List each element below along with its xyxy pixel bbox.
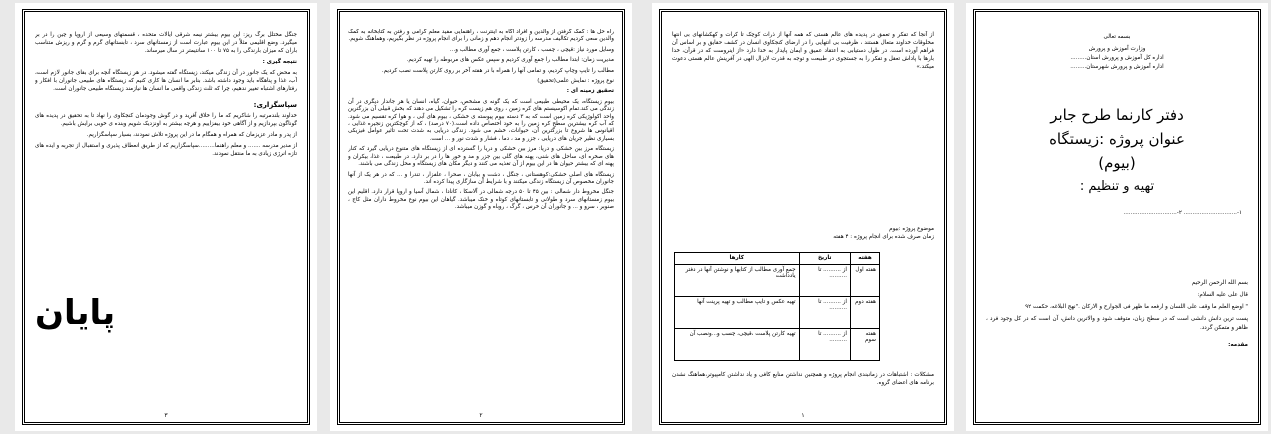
paragraph: راه حل ها : کمک گرفتن از والدین و افراد آگاه به اینترنت ، راهنمایی مفید معلم گرامی و رفتن به کتابخانه به کمک والدین سعی کردیم تکالیف مدرسه را زودتر انجام دهم و زمانی را برای انجام پروژه در نظر بگیریم، وهماهنگ شویم. (348, 29, 614, 43)
page-text (35, 31, 297, 281)
page-number: ۱ (801, 412, 805, 419)
paragraph: از آنجا که تفکر و تعمق در پدیده های عالم هستی که همه آنها از ذرات کوچک تا کرات و کهکشانهای بی انتها مخلوقات خداوند متعال هستند ، ظرفیت بی انتهایی را در ارضای کنجکاوی انسان در کشف حقایق و بر اساس آن فراهم آورده است. در طول دستیابی به اعتقاد عمیق و ایمان پایدار به خدا دارد «از اینروست که در قرآن، خدا بارها با پاداش تعقل و تفکر را به جستجوی در طبیعت و توجه به قدرت لایزال الهی در آفرینش عالم هستی دعوت میکند.» (672, 32, 934, 70)
table-header-row (675, 253, 880, 265)
table-row (675, 329, 880, 361)
document-page (652, 3, 954, 431)
table-cell: جمع آوری مطالب از کتابها و نوشتن آنها در دفتر یادداشت (675, 265, 800, 297)
page-text (348, 29, 614, 399)
table-cell: هفته اول (850, 265, 879, 297)
paragraph: مشکلات : اشتباهات در زمانبندی انجام پروژه و همچنین نداشتن منابع کافی و یاد نداشتن کامپیوتر،هماهنگ نشدن برنامه های اعضای گروه. (672, 372, 934, 386)
table-cell: هفته دوم (850, 297, 879, 329)
section-heading: مقدمه: (1228, 342, 1248, 348)
section-heading: تحقیق زمینه ای : (566, 88, 614, 95)
project-time: زمان صرف شده برای انجام پروژه : ۴ هفته (833, 234, 934, 240)
project-info (672, 225, 934, 249)
prepared-by: تهیه و تنظیم : (1079, 179, 1155, 194)
paragraph: بسم الله الرحمن الرحیم (1191, 280, 1248, 286)
schedule-table (674, 252, 880, 361)
page-number: ۲ (479, 412, 483, 419)
table-cell: از .......... تا .......... (799, 297, 850, 329)
names-line: ۱-.............................. ۲-.............................. (1123, 210, 1242, 216)
table-cell: تهیه عکس و تایپ مطالب و تهیه پرینت آنها (675, 297, 800, 329)
section-heading: سپاسگزاری: (253, 101, 297, 109)
table-cell: از .......... تا .......... (799, 265, 850, 297)
paragraph: مطالب را تایپ وچاپ کردیم، و تمامی آنها را همراه با در هفته آخر بر روی کارتن پلاست نصب کردیم. (381, 67, 614, 74)
column-header: تاریخ (799, 253, 850, 265)
paragraph: زیستگاه های اصلی خشکی:کوهستانی ، جنگل ، دشت و بیابان ، صحرا ، علفزار ، تندرا و ... که در هر یک از آنها جانوران مخصوص آن زیستگاه زندگی میکنند و با شرایط آن سازگاری پیدا کرده اند. (348, 171, 614, 185)
paragraph: از پدر و مادر عزیزمان که همراه و همگام ما در این پروژه تلاش نمودند، بسیار سپاسگزاریم. (86, 132, 297, 138)
title-line: عنوان پروژه :زیستگاه (1049, 130, 1185, 148)
bismillah: بسمه تعالی (1103, 34, 1131, 40)
table-cell: هفته سوم (850, 329, 879, 361)
ministry-line: اداره کل آموزش و پرورش استان......... (1070, 55, 1164, 61)
end-word: پایان (35, 293, 116, 333)
project-topic: موضوع پروژه :بیوم (889, 226, 934, 232)
ministry-line: وزارت آموزش و پرورش (1088, 46, 1146, 52)
table-row (675, 265, 880, 297)
table-cell: تهیه کارتن پلاست ،قیچی، چسب و...ونصب آن (675, 329, 800, 361)
title-line: دفتر کارنما طرح جابر (1050, 106, 1184, 124)
paragraph: جنگل مختلل برگ ریز: این بیوم بیشتر نیمه شرقی ایالات متحده ، قسمتهای وسیعی از اروپا و چین را در بر میگیرد. وضع اقلیمی مثلاً در این بیوم عبارت است از زمستانهای سرد ، تابستانهای گرم و گرم و ریزش متناسب باران که میزان بارندگی را به ۷۵ تا ۱۰۰ سانتیمتر در سال میرساند. (35, 32, 297, 54)
document-page (15, 3, 317, 431)
paragraph: خداوند بلندمرتبه را شاکریم که ما را خلاق آفرید و در گوش وجودمان کنجکاوی را نهاد تا به تحقیق در پدیده های گوناگون بپردازیم و از آگاهی خود بیفزاییم و هرچه بیشتر به اونزدیک شویم وبنده ی خوبی برایش باشیم. (35, 113, 297, 127)
section-heading: نتیجه گیری : (262, 59, 297, 65)
column-header: هفته (850, 253, 879, 265)
paragraph: از مدیر مدرسه ....... و معلم راهنما.........سپاسگزاریم که از طریق انعطاف پذیری و استقبال از تجربه و ایده های تازه انرژی زیادی به ما منتقل نمودند. (35, 143, 297, 157)
cover-header (986, 33, 1248, 72)
paragraph: نوع پروژه : نمایش علمی(تحقیق) (537, 78, 614, 85)
paragraph: " اوضع العلم ما وقف علی اللسان و ارفعه ما ظهر فی الجوارح و الارکان ."نهج البلاغه، حکمت ۹۲ (1025, 304, 1248, 310)
page-text (672, 371, 934, 395)
table-cell: از .......... تا .......... (799, 329, 850, 361)
table-row (675, 297, 880, 329)
ministry-line: اداره آموزش و پرورش شهرستان......... (1070, 64, 1164, 70)
paragraph: مدیریت زمان: ابتدا مطالب را جمع آوری کردیم و سپس عکس های مربوطه را تهیه کردیم. (406, 57, 614, 64)
paragraph: وسایل مورد نیاز :قیچی ، چسب ، کارتن پلاست ، جمع آوری مطالب و... (449, 46, 614, 53)
column-header: کارها (675, 253, 800, 265)
page-text (672, 31, 934, 111)
paragraph: قال علی علیه السلام: (1197, 292, 1248, 298)
title-line: (بیوم) (1098, 154, 1136, 172)
paragraph: پست ترین دانش دانشی است که در سطح زبان، متوقف شود و والاترین دانش، آن است که در کل وجود فرد ، ظاهر و متمکن گردد. (986, 316, 1248, 331)
paragraph: به محض که یک جانور در آن زندگی میکند، زیستگاه گفته میشود. در هر زیستگاه آنچه برای بقای جانور لازم است، آب، غذا و پناهگاه باید وجود داشته باشد. بنابر ما انسان ها کاری کنیم که زیستگاه های طبیعی جانوران با افکار و رفتارهای اشتباه تغییر ندهیم، چرا که ثلث زندگی واقعی ما انسان ها نیازمند زیستگاه طبیعی جانوران است. (35, 70, 297, 92)
cover-title (986, 103, 1248, 199)
paragraph: جنگل مخروط دار شمالی : بین ۴۵ تا ۵۰ درجه شمالی در آلاسکا ، کانادا ، شمال آسیا و اروپا قرار دارد. اقلیم این بیوم زمستانهای سرد و طولانی و تابستانهای کوتاه و خنک میباشد. گیاهان این بیوم نوع مخروط داران مثل کاج ، صنوبر ، سرو و ... و جانوران آن خرس ، گرگ ، روباه و گوزن میباشد. (348, 189, 614, 211)
paragraph: بیوم زیستگاه، یک محیطی طبیعی است که یک گونه ی مشخص، حیوان، گیاه، انسان یا هر جاندار دیگری در آن زندگی می کند.تمام اکوسیستم های کره زمین ، روی هم زیست کره را تشکیل می دهند که بخش قبیلی آن بزرگترین واحد اکولوژیکی کره زمین است که به ۳ دسته بیوم پیوسته ی خشکی ، بیوم های آبی ، و هوا کره تقسیم می شود. که آب کره بیشترین سطح کره زمین را به خود اختصاص داده است.(۷۰ درصد) ، که از کوچکترین زنجیره غذایی ، اقیانوس ها شروع تا بزرگترین آن، حیوانات، خشم می شود. زندگی دریایی به شدت تحت تاثیر عوامل فیزیکی بسیاری نظیر جریان های دریایی ، جزر و مد ، دما ، فشار و شدت نور و ... است. (348, 98, 614, 142)
paragraph: زیستگاه مرز بین خشکی و دریا: مرز بین خشکی و دریا را گسترده ای از زیستگاه های متنوع دریایی گیرد که کنار های صخره ای، ساحل های شنی، پهنه های گلی بین جزر و مد و خور ها را در بر دارد. در طبیعت ، غذا، بیکران و پهنه ای که بیشتر حیوان ها در این بیوم از آن تغذیه می کنند و دیگر مکان های زیستگاه و محل زندگی می باشند. (348, 146, 614, 168)
page-text (986, 279, 1248, 399)
cover-page (966, 3, 1268, 431)
page-number: ۳ (164, 412, 168, 419)
document-page (330, 3, 632, 431)
